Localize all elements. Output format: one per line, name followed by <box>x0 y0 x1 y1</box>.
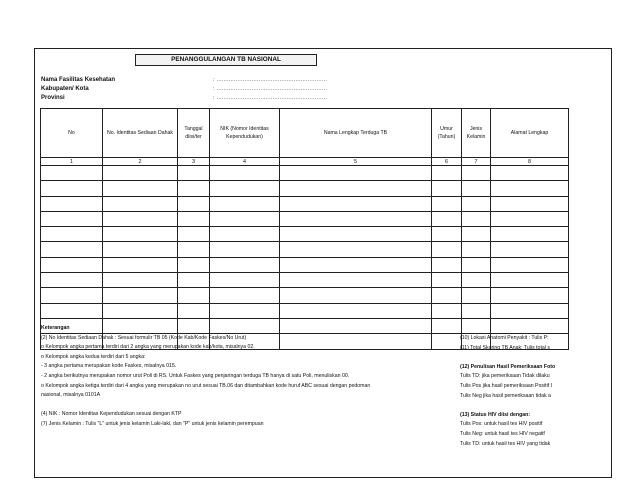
note-line: - 3 angka pertama merupakan kode Faskes, misalnya 015. <box>41 363 177 370</box>
table-cell[interactable] <box>462 211 491 226</box>
table-cell[interactable] <box>491 288 569 303</box>
form-title: PENANGGULANGAN TB NASIONAL <box>135 54 317 66</box>
table-row <box>41 257 569 272</box>
column-number: 3 <box>178 158 210 166</box>
note-line-right: Tulis Pos jika hasil pemeriksaan Positif I <box>460 382 553 389</box>
table-cell[interactable] <box>491 227 569 242</box>
table-row <box>41 303 569 318</box>
table-cell[interactable] <box>103 288 178 303</box>
column-number: 8 <box>491 158 569 166</box>
header-alamat: Alamat Lengkap <box>491 109 569 158</box>
table-cell[interactable] <box>432 257 462 272</box>
table-cell[interactable] <box>432 288 462 303</box>
table-cell[interactable] <box>280 288 432 303</box>
note-line: o Kelompok angka kedua terdiri dari 5 angka: <box>41 353 146 360</box>
table-cell[interactable] <box>178 166 210 181</box>
table-cell[interactable] <box>178 303 210 318</box>
header-nama: Nama Lengkap Terduga TB <box>280 109 432 158</box>
table-cell[interactable] <box>41 166 103 181</box>
table-cell[interactable] <box>462 257 491 272</box>
table-cell[interactable] <box>41 196 103 211</box>
table-cell[interactable] <box>491 181 569 196</box>
register-table <box>40 108 569 350</box>
column-number: 5 <box>280 158 432 166</box>
table-cell[interactable] <box>41 303 103 318</box>
note-line-right: Tulis Neg jika hasil pemeriksaan tidak a <box>460 392 551 399</box>
note-line-right: (13) Status HIV diisi dengan: <box>460 411 531 418</box>
table-row <box>41 273 569 288</box>
table-row <box>41 227 569 242</box>
table-cell[interactable] <box>178 273 210 288</box>
table-cell[interactable] <box>280 257 432 272</box>
table-cell[interactable] <box>462 196 491 211</box>
note-line-right: Tulis Neg: untuk hasil tes HIV negatif <box>460 430 545 437</box>
info-label-kabupaten: Kabupaten/ Kota <box>41 86 89 92</box>
table-cell[interactable] <box>210 196 280 211</box>
table-cell[interactable] <box>491 273 569 288</box>
table-cell[interactable] <box>491 196 569 211</box>
table-cell[interactable] <box>280 196 432 211</box>
table-cell[interactable] <box>103 242 178 257</box>
table-cell[interactable] <box>491 242 569 257</box>
table-cell[interactable] <box>178 288 210 303</box>
notes-left <box>41 324 461 430</box>
info-label-provinsi: Provinsi <box>41 95 65 101</box>
column-number-row <box>41 158 569 166</box>
table-cell[interactable] <box>210 181 280 196</box>
table-cell[interactable] <box>41 211 103 226</box>
table-cell[interactable] <box>462 181 491 196</box>
table-cell[interactable] <box>103 257 178 272</box>
note-line-right: (11) Total Skoring TB Anak: Tulis total s <box>460 344 550 351</box>
table-cell[interactable] <box>280 303 432 318</box>
table-cell[interactable] <box>178 211 210 226</box>
table-cell[interactable] <box>210 273 280 288</box>
notes-heading: Keterangan <box>41 325 70 331</box>
table-cell[interactable] <box>280 181 432 196</box>
note-line-right: Tulis Pos: untuk hasil tes HIV positif <box>460 421 543 428</box>
info-value-provinsi[interactable]: : ............................................................... <box>213 95 328 101</box>
table-cell[interactable] <box>210 257 280 272</box>
form-frame <box>34 48 612 478</box>
table-cell[interactable] <box>103 227 178 242</box>
note-line-right: Tulis TD: jika pemeriksaan Tidak dilaku <box>460 373 550 380</box>
table-row <box>41 196 569 211</box>
table-cell[interactable] <box>432 166 462 181</box>
header-tanggal: Tanggal diisi/ter <box>178 109 210 158</box>
table-cell[interactable] <box>432 196 462 211</box>
table-cell[interactable] <box>432 227 462 242</box>
table-cell[interactable] <box>103 166 178 181</box>
table-cell[interactable] <box>462 303 491 318</box>
info-label-faskes: Nama Fasilitas Kesehatan <box>41 77 116 83</box>
table-cell[interactable] <box>210 288 280 303</box>
table-cell[interactable] <box>178 257 210 272</box>
notes-right <box>460 334 612 449</box>
table-cell[interactable] <box>103 181 178 196</box>
table-cell[interactable] <box>178 227 210 242</box>
table-cell[interactable] <box>178 242 210 257</box>
info-value-kabupaten[interactable]: : ............................................................... <box>213 86 328 92</box>
table-cell[interactable] <box>491 318 569 333</box>
table-cell[interactable] <box>210 166 280 181</box>
note-line-right: Tulis TD: untuk hasil tes HIV yang tidak <box>460 440 551 447</box>
note-line: nasional, misalnya 0101A <box>41 392 101 399</box>
column-number: 1 <box>41 158 103 166</box>
header-no-identitas: No. Identitas Sediaan Dahak <box>103 109 178 158</box>
table-cell[interactable] <box>491 211 569 226</box>
table-cell[interactable] <box>41 227 103 242</box>
table-cell[interactable] <box>280 242 432 257</box>
note-line: (4) NIK : Nomor Identitas Kependudukan sesuai dengan KTP <box>41 411 182 418</box>
note-line: o Kelompok angka ketiga terdiri dari 4 angka yang merupakan no urut sesuai TB.06 dan ditambahkan kode huruf ABC sesuai dengan pedoman <box>41 382 371 389</box>
table-cell[interactable] <box>491 303 569 318</box>
table-cell[interactable] <box>462 273 491 288</box>
table-cell[interactable] <box>462 166 491 181</box>
table-cell[interactable] <box>280 227 432 242</box>
table-cell[interactable] <box>41 257 103 272</box>
header-no: No <box>41 109 103 158</box>
table-cell[interactable] <box>210 211 280 226</box>
table-cell[interactable] <box>210 242 280 257</box>
column-number: 6 <box>432 158 462 166</box>
table-cell[interactable] <box>103 211 178 226</box>
table-row <box>41 288 569 303</box>
table-cell[interactable] <box>491 166 569 181</box>
table-cell[interactable] <box>41 273 103 288</box>
note-line-right: (12) Penulisan Hasil Pemeriksaan Foto <box>460 363 556 370</box>
column-number: 4 <box>210 158 280 166</box>
table-row <box>41 211 569 226</box>
table-header-row <box>41 109 569 158</box>
info-value-faskes[interactable]: : ............................................................... <box>213 77 328 83</box>
column-number: 2 <box>103 158 178 166</box>
table-cell[interactable] <box>41 288 103 303</box>
table-cell[interactable] <box>280 273 432 288</box>
column-number: 7 <box>462 158 491 166</box>
note-line <box>41 401 461 411</box>
table-row <box>41 166 569 181</box>
table-cell[interactable] <box>210 227 280 242</box>
note-line-right: (10) Lokasi Anatomi Penyakit : Tulis P: <box>460 335 549 341</box>
table-cell[interactable] <box>103 303 178 318</box>
table-cell[interactable] <box>462 318 491 333</box>
note-line: (2) No Identitas Sediaan Dahak : Sesuai formulir TB 05 (Kode Kab/Kode Faskes/No Urut) <box>41 334 247 341</box>
table-cell[interactable] <box>103 273 178 288</box>
table-cell[interactable] <box>491 257 569 272</box>
table-cell[interactable] <box>103 196 178 211</box>
header-umur: Umur (Tahun) <box>432 109 462 158</box>
header-nik: NIK (Nomor Identitas Kependudukan) <box>210 109 280 158</box>
table-row <box>41 181 569 196</box>
note-line-right <box>460 401 612 411</box>
table-cell[interactable] <box>178 181 210 196</box>
table-cell[interactable] <box>462 242 491 257</box>
table-cell[interactable] <box>41 242 103 257</box>
table-cell[interactable] <box>280 211 432 226</box>
table-cell[interactable] <box>462 288 491 303</box>
note-line: - 2 angka berikutnya merupakan nomor urut Poli di RS. Untuk Faskes yang penjaringan terduga TB hanya di satu Poli, menuliskan 00. <box>41 372 350 379</box>
header-jenis-kelamin: Jenis Kelamin <box>462 109 491 158</box>
table-cell[interactable] <box>462 227 491 242</box>
note-line-right <box>460 353 612 363</box>
table-cell[interactable] <box>432 242 462 257</box>
table-cell[interactable] <box>280 166 432 181</box>
table-cell[interactable] <box>432 303 462 318</box>
table-cell[interactable] <box>41 181 103 196</box>
note-line: o Kelompok angka pertama terdiri dari 2 angka yang merupakan kode kab/kota, misalnya 02. <box>41 344 255 351</box>
table-cell[interactable] <box>178 196 210 211</box>
table-cell[interactable] <box>432 211 462 226</box>
table-cell[interactable] <box>432 181 462 196</box>
table-cell[interactable] <box>432 273 462 288</box>
note-line: (7) Jenis Kelamin : Tulis "L" untuk jenis kelamin Laki-laki, dan "P" untuk jenis kelamin perempuan <box>41 420 264 427</box>
table-row <box>41 242 569 257</box>
table-cell[interactable] <box>210 303 280 318</box>
